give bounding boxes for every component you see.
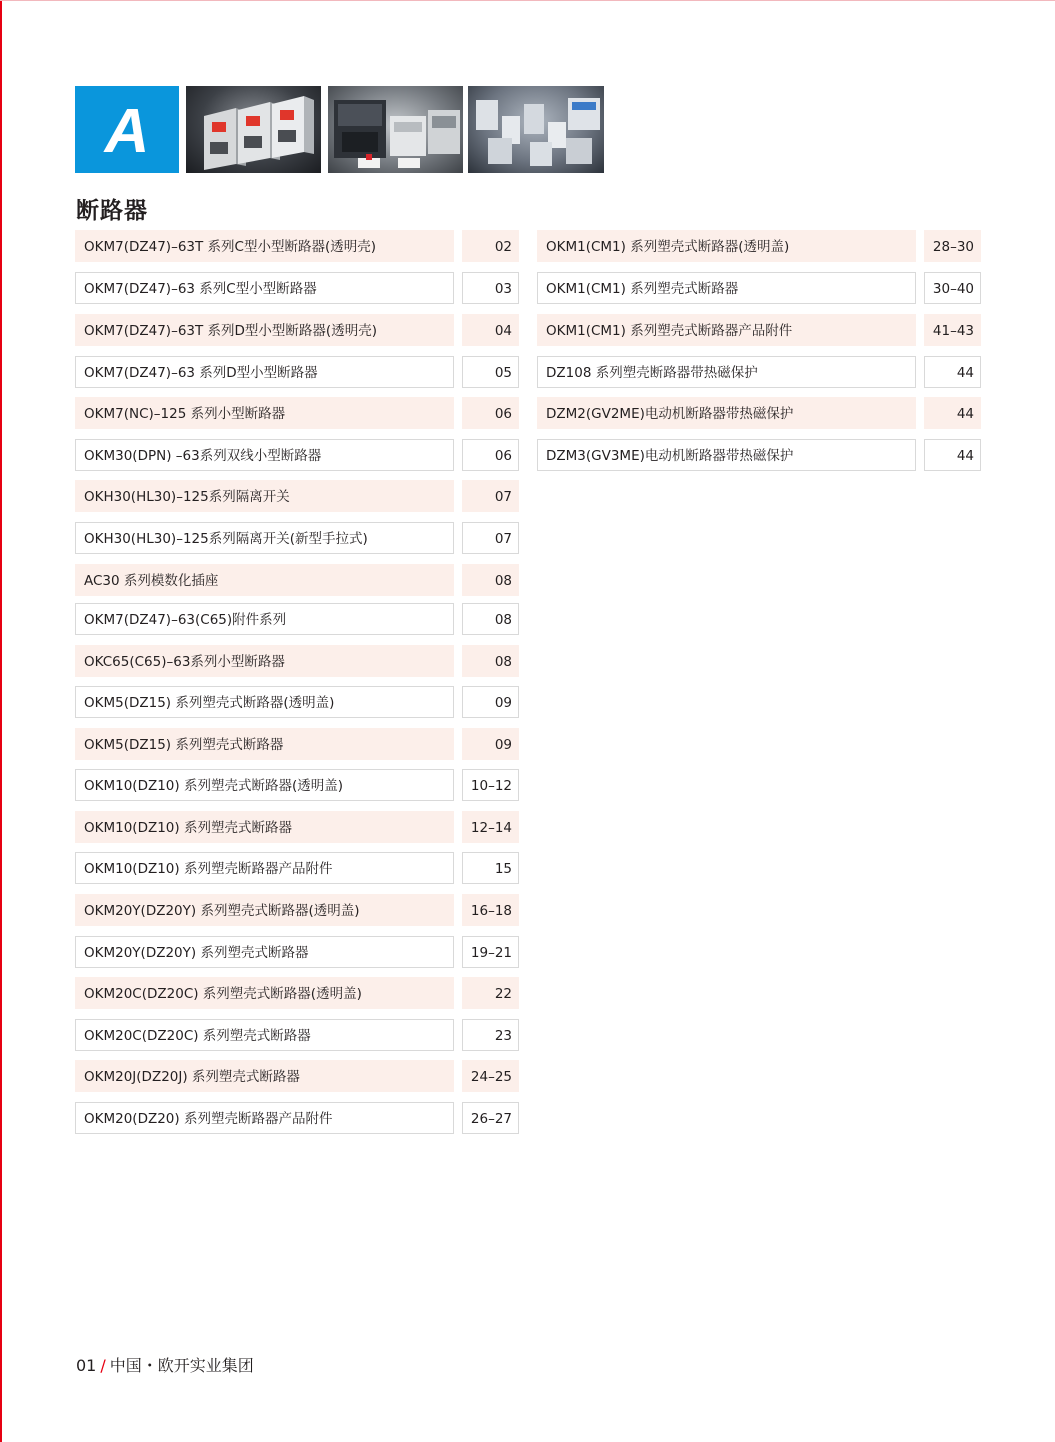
- footer-page-number: 01: [76, 1356, 97, 1375]
- photo-miniature-breakers: [186, 86, 321, 173]
- toc-entry-title: OKM7(DZ47)–63 系列C型小型断路器: [75, 272, 454, 304]
- toc-entry-page: 06: [462, 397, 519, 429]
- toc-entry-title: OKM7(NC)–125 系列小型断路器: [75, 397, 454, 429]
- toc-entry-page: 24–25: [462, 1060, 519, 1092]
- toc-entry-page: 16–18: [462, 894, 519, 926]
- toc-entry-page: 44: [924, 356, 981, 388]
- toc-entry-page: 22: [462, 977, 519, 1009]
- toc-entry-title: DZM3(GV3ME)电动机断路器带热磁保护: [537, 439, 916, 471]
- toc-entry-title: OKM5(DZ15) 系列塑壳式断路器(透明盖): [75, 686, 454, 718]
- toc-entry-title: OKH30(HL30)–125系列隔离开关(新型手拉式): [75, 522, 454, 554]
- toc-entry-page: 03: [462, 272, 519, 304]
- toc-entry-page: 19–21: [462, 936, 519, 968]
- photo-switchgear-units: [328, 86, 463, 173]
- toc-entry-page: 07: [462, 522, 519, 554]
- toc-entry-page: 08: [462, 564, 519, 596]
- toc-entry-page: 07: [462, 480, 519, 512]
- toc-entry-title: OKM7(DZ47)–63T 系列C型小型断路器(透明壳): [75, 230, 454, 262]
- page-edge-accent: [0, 0, 2, 1442]
- toc-entry-title: OKM7(DZ47)–63T 系列D型小型断路器(透明壳): [75, 314, 454, 346]
- toc-entry-page: 08: [462, 603, 519, 635]
- toc-entry-title: OKM10(DZ10) 系列塑壳式断路器: [75, 811, 454, 843]
- toc-entry-title: OKM20Y(DZ20Y) 系列塑壳式断路器: [75, 936, 454, 968]
- toc-entry-title: OKM7(DZ47)–63(C65)附件系列: [75, 603, 454, 635]
- toc-entry-page: 09: [462, 728, 519, 760]
- toc-entry-page: 15: [462, 852, 519, 884]
- toc-entry-title: OKM7(DZ47)–63 系列D型小型断路器: [75, 356, 454, 388]
- section-letter-badge: [75, 86, 179, 173]
- toc-entry-page: 09: [462, 686, 519, 718]
- section-title: 断路器: [76, 198, 148, 224]
- toc-entry-page: 44: [924, 397, 981, 429]
- toc-entry-title: DZ108 系列塑壳断路器带热磁保护: [537, 356, 916, 388]
- section-letter-glyph: [97, 102, 157, 158]
- toc-entry-title: OKM5(DZ15) 系列塑壳式断路器: [75, 728, 454, 760]
- toc-entry-page: 30–40: [924, 272, 981, 304]
- toc-entry-title: OKM20Y(DZ20Y) 系列塑壳式断路器(透明盖): [75, 894, 454, 926]
- toc-entry-title: OKM30(DPN) –63系列双线小型断路器: [75, 439, 454, 471]
- toc-entry-page: 08: [462, 645, 519, 677]
- toc-entry-page: 04: [462, 314, 519, 346]
- toc-entry-title: OKM10(DZ10) 系列塑壳断路器产品附件: [75, 852, 454, 884]
- toc-entry-title: OKM10(DZ10) 系列塑壳式断路器(透明盖): [75, 769, 454, 801]
- toc-entry-title: OKM20(DZ20) 系列塑壳断路器产品附件: [75, 1102, 454, 1134]
- toc-entry-title: DZM2(GV2ME)电动机断路器带热磁保护: [537, 397, 916, 429]
- toc-entry-title: OKM20J(DZ20J) 系列塑壳式断路器: [75, 1060, 454, 1092]
- toc-entry-title: OKM20C(DZ20C) 系列塑壳式断路器: [75, 1019, 454, 1051]
- toc-entry-page: 02: [462, 230, 519, 262]
- toc-entry-page: 44: [924, 439, 981, 471]
- footer-separator: /: [100, 1356, 106, 1375]
- toc-entry-title: OKM1(CM1) 系列塑壳式断路器(透明盖): [537, 230, 916, 262]
- toc-entry-page: 26–27: [462, 1102, 519, 1134]
- toc-entry-title: OKM1(CM1) 系列塑壳式断路器: [537, 272, 916, 304]
- svg-text:A: A: [104, 101, 150, 158]
- toc-entry-title: OKC65(C65)–63系列小型断路器: [75, 645, 454, 677]
- toc-entry-page: 28–30: [924, 230, 981, 262]
- toc-entry-title: OKH30(HL30)–125系列隔离开关: [75, 480, 454, 512]
- toc-entry-page: 06: [462, 439, 519, 471]
- toc-entry-title: AC30 系列模数化插座: [75, 564, 454, 596]
- toc-entry-page: 23: [462, 1019, 519, 1051]
- toc-entry-title: OKM20C(DZ20C) 系列塑壳式断路器(透明盖): [75, 977, 454, 1009]
- toc-entry-title: OKM1(CM1) 系列塑壳式断路器产品附件: [537, 314, 916, 346]
- toc-entry-page: 41–43: [924, 314, 981, 346]
- footer-company: 中国・欧开实业集团: [109, 1356, 254, 1375]
- toc-entry-page: 10–12: [462, 769, 519, 801]
- page-edge-top: [0, 0, 1055, 1]
- photo-modular-breakers: [468, 86, 604, 173]
- toc-entry-page: 05: [462, 356, 519, 388]
- toc-entry-page: 12–14: [462, 811, 519, 843]
- page-footer: [76, 1353, 254, 1376]
